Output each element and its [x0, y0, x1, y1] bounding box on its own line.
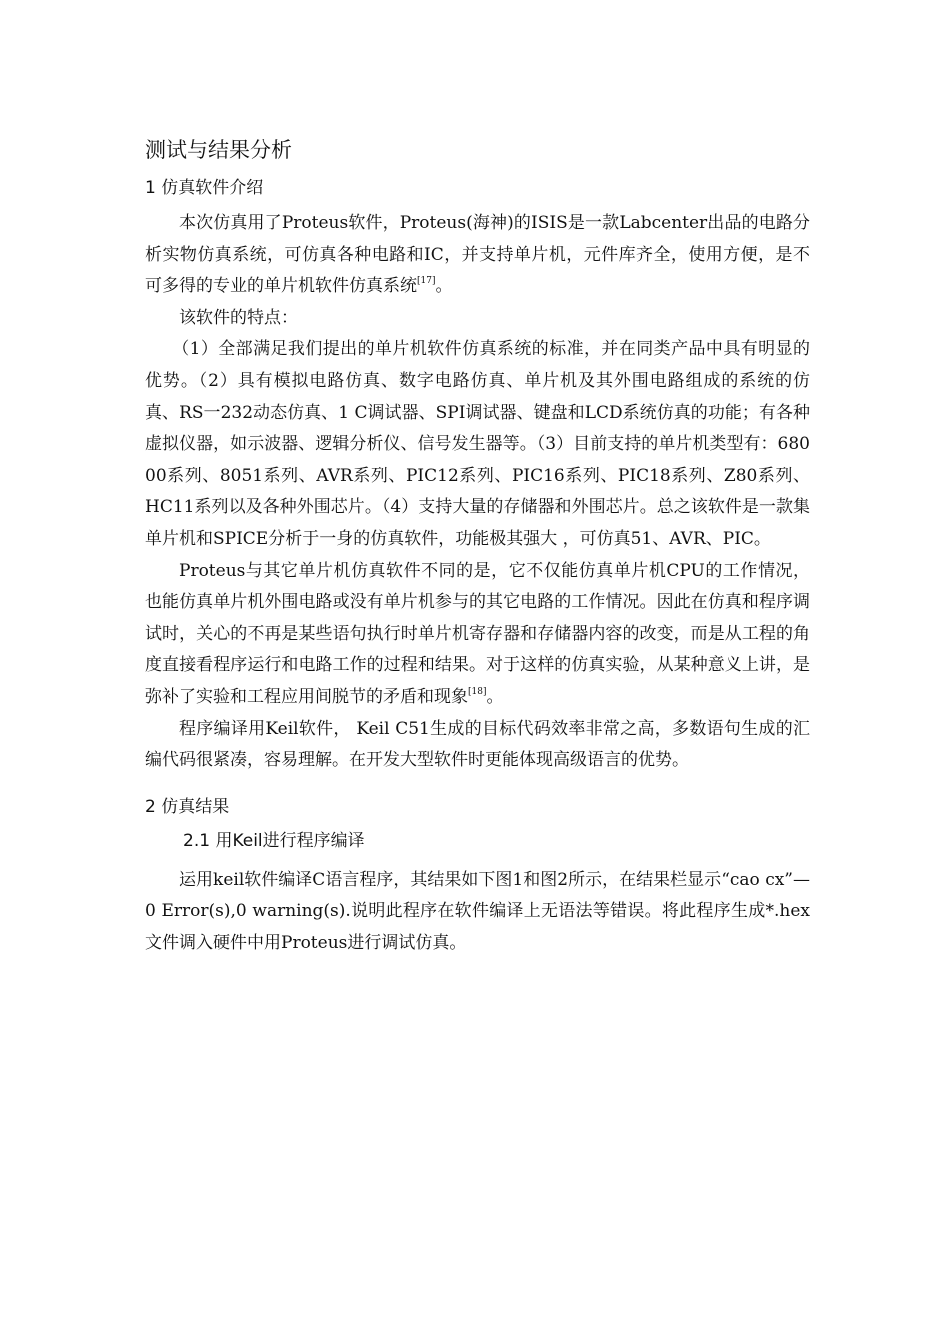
- section-1-paragraph-3: （1）全部满足我们提出的单片机软件仿真系统的标准，并在同类产品中具有明显的优势。（2）具有模拟电路仿真、数字电路仿真、单片机及其外围电路组成的系统的仿真、RS一232动态仿真、1 C调试器、SPI调试器、键盘和LCD系统仿真的功能；有各种虚拟仪器，如示波器、逻辑分析仪、信号发生器等。（3）目前支持的单片机类型有：68000系列、8051系列、AVR系列、PIC12系列、PIC16系列、PIC18系列、Z80系列、HC11系列以及各种外围芯片。（4）支持大量的存储器和外围芯片。总之该软件是一款集单片机和SPICE分析于一身的仿真软件，功能极其强大 ，可仿真51、AVR、PIC。: [145, 339, 810, 549]
- page-title: 测试与结果分析: [145, 138, 292, 162]
- paragraph-text: 本次仿真用了Proteus软件，Proteus(海神)的ISIS是一款Labcenter出品的电路分析实物仿真系统，可仿真各种电路和IC，并支持单片机，元件库齐全，使用方便，是不可多得的专业的单片机软件仿真系统: [145, 213, 810, 297]
- document-page: [145, 134, 810, 959]
- section-1-heading: 1 仿真软件介绍: [145, 178, 264, 198]
- subsection-2-1-heading: 2.1 用Keil进行程序编译: [183, 830, 365, 851]
- section-1-paragraph-4: [145, 556, 810, 714]
- subsection-2-1-paragraph-1: 运用keil软件编译C语言程序，其结果如下图1和图2所示，在结果栏显示“cao cx”—0 Error(s),0 warning(s).说明此程序在软件编译上无语法等错误。将此程序生成*.hex文件调入硬件中用Proteus进行调试仿真。: [145, 869, 810, 953]
- citation-ref: [17]: [417, 276, 436, 287]
- section-2-heading: 2 仿真结果: [145, 796, 230, 817]
- section-1-paragraph-5: 程序编译用Keil软件， Keil C51生成的目标代码效率非常之高，多数语句生成的汇编代码很紧凑，容易理解。在开发大型软件时更能体现高级语言的优势。: [145, 718, 810, 771]
- citation-ref: [18]: [468, 686, 487, 697]
- section-1-paragraph-1: [145, 208, 810, 303]
- paragraph-tail: 。: [435, 276, 453, 297]
- paragraph-text: Proteus与其它单片机仿真软件不同的是，它不仅能仿真单片机CPU的工作情况，也能仿真单片机外围电路或没有单片机参与的其它电路的工作情况。因此在仿真和程序调试时，关心的不再是某些语句执行时单片机寄存器和存储器内容的改变，而是从工程的角度直接看程序运行和电路工作的过程和结果。对于这样的仿真实验，从某种意义上讲，是弥补了实验和工程应用间脱节的矛盾和现象: [145, 560, 810, 707]
- paragraph-tail: 。: [486, 686, 504, 707]
- section-1-paragraph-2: 该软件的特点：: [179, 307, 298, 328]
